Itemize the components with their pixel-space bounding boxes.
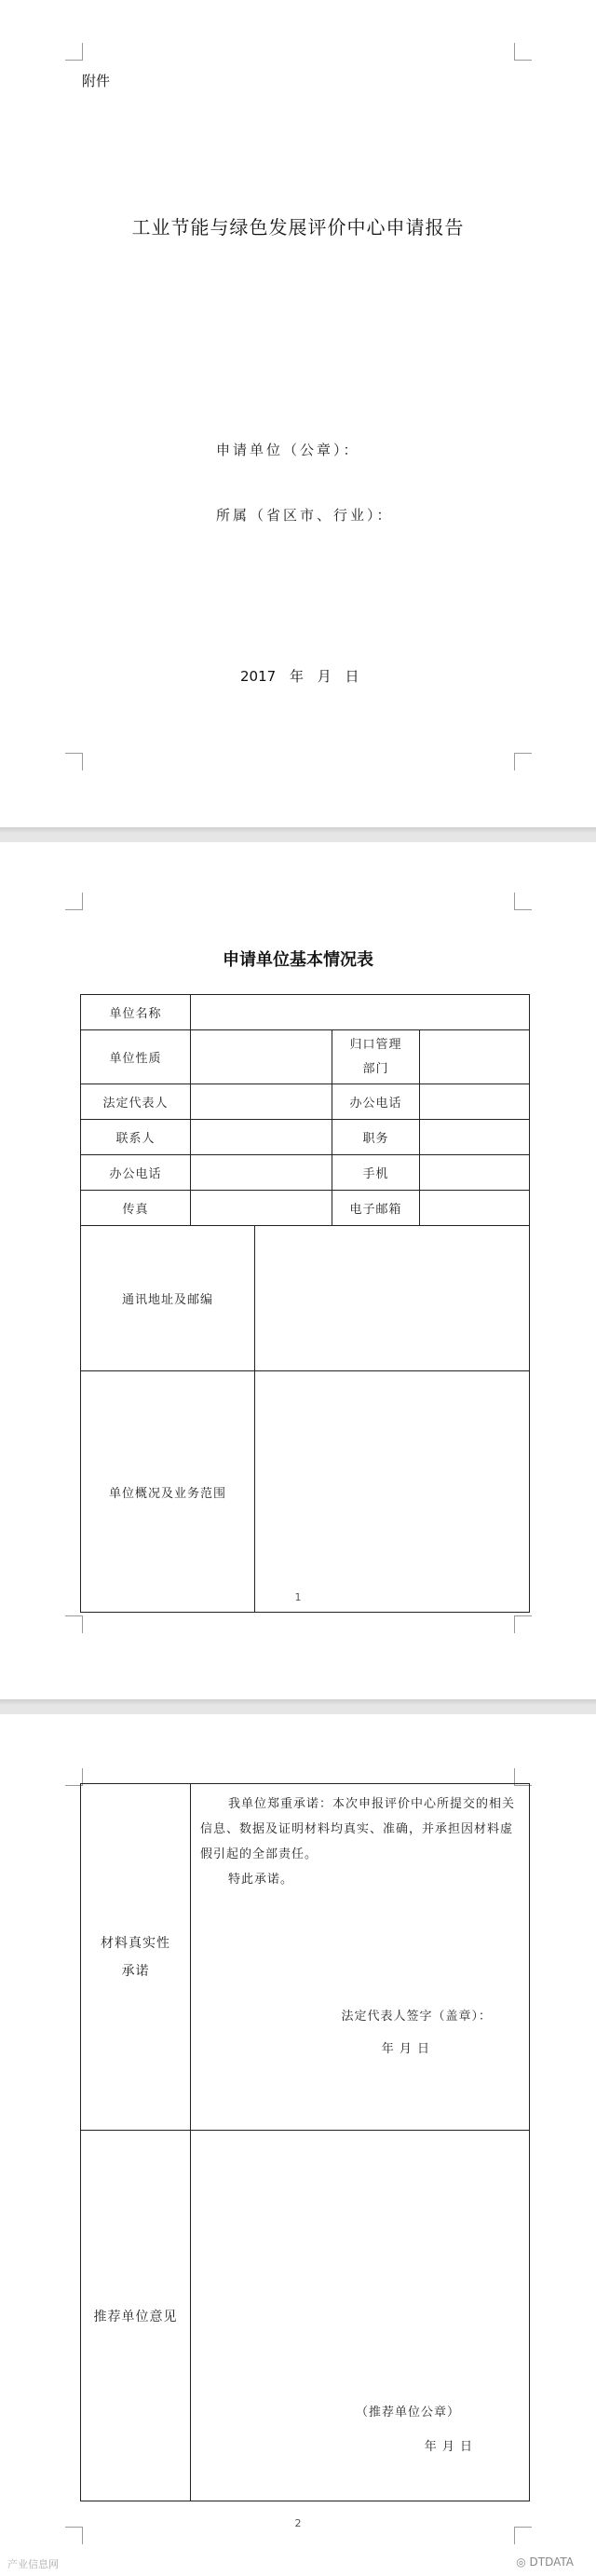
label-office-phone-2: 办公电话 xyxy=(81,1155,191,1191)
contact-cell[interactable] xyxy=(191,1120,332,1155)
position-cell[interactable] xyxy=(420,1120,530,1155)
recommend-date: 年 月 日 xyxy=(424,2440,473,2454)
unit-nature-cell[interactable] xyxy=(191,1030,332,1084)
address-cell[interactable] xyxy=(255,1226,332,1370)
info-table-title: 申请单位基本情况表 xyxy=(223,950,373,970)
crop-mark xyxy=(65,893,83,910)
commitment-cell xyxy=(191,1784,530,2131)
email-cell[interactable] xyxy=(420,1191,530,1226)
crop-mark xyxy=(65,43,83,61)
address-cell-ext[interactable] xyxy=(332,1226,530,1371)
legal-rep-cell[interactable] xyxy=(191,1084,332,1120)
brand-icon: ◎ xyxy=(516,2556,530,2569)
address-label-cell xyxy=(81,1226,332,1371)
label-address: 通讯地址及邮编 xyxy=(81,1226,255,1370)
crop-mark xyxy=(514,753,532,770)
label-recommend: 推荐单位意见 xyxy=(81,2131,191,2501)
recommend-seal: （推荐单位公章） xyxy=(355,2406,460,2419)
fax-cell[interactable] xyxy=(191,1191,332,1226)
attachment-label: 附件 xyxy=(82,73,111,89)
recommend-cell[interactable] xyxy=(191,2131,530,2501)
unit-name-cell[interactable] xyxy=(191,995,530,1030)
office-phone-cell[interactable] xyxy=(420,1084,530,1120)
crop-mark xyxy=(65,753,83,770)
page-number-1: 1 xyxy=(294,1591,302,1603)
applicant-field: 申请单位（公章）： xyxy=(216,442,360,458)
affiliation-field: 所属（省区市、行业）： xyxy=(216,507,394,524)
label-unit-nature: 单位性质 xyxy=(81,1030,191,1084)
label-overview: 单位概况及业务范围 xyxy=(81,1371,255,1612)
label-legal-rep: 法定代表人 xyxy=(81,1084,191,1120)
overview-cell[interactable] xyxy=(255,1371,332,1612)
office-phone-2-cell[interactable] xyxy=(191,1155,332,1191)
label-fax: 传真 xyxy=(81,1191,191,1226)
mobile-cell[interactable] xyxy=(420,1155,530,1191)
source-watermark: 产业信息网 xyxy=(7,2558,59,2570)
page-separator xyxy=(0,827,596,842)
commitment-text: 我单位郑重承诺：本次申报评价中心所提交的相关信息、数据及证明材料均真实、准确，并承担因材料虚假引起的全部责任。 xyxy=(200,1797,516,1861)
signature-date: 年 月 日 xyxy=(381,2042,430,2056)
crop-mark xyxy=(514,893,532,910)
page-separator xyxy=(0,1699,596,1714)
label-mobile: 手机 xyxy=(332,1155,420,1191)
label-department xyxy=(332,1030,420,1084)
brand-name: DTDATA xyxy=(529,2556,574,2569)
label-authenticity-line1: 材料真实性 xyxy=(101,1935,170,1951)
label-office-phone: 办公电话 xyxy=(332,1084,420,1120)
overview-cell-ext[interactable] xyxy=(332,1371,530,1613)
label-email: 电子邮箱 xyxy=(332,1191,420,1226)
report-date: 2017 年 月 日 xyxy=(240,668,359,685)
label-dept-line1: 归口管理 xyxy=(349,1037,402,1052)
crop-mark xyxy=(514,1615,532,1633)
signature-label: 法定代表人签字（盖章）： xyxy=(341,2010,492,2024)
basic-info-table xyxy=(80,994,530,1613)
page-1 xyxy=(0,0,596,827)
label-dept-line2: 部门 xyxy=(362,1061,389,1076)
department-cell[interactable] xyxy=(420,1030,530,1084)
label-authenticity xyxy=(81,1784,191,2131)
commitment-table xyxy=(80,1783,530,2501)
commitment-end: 特此承诺。 xyxy=(228,1873,294,1887)
overview-label-cell xyxy=(81,1371,332,1613)
crop-mark xyxy=(65,1615,83,1633)
crop-mark xyxy=(514,43,532,61)
label-authenticity-line2: 承诺 xyxy=(121,1963,150,1979)
brand-watermark xyxy=(516,2556,574,2569)
report-title: 工业节能与绿色发展评价中心申请报告 xyxy=(131,216,465,239)
label-position: 职务 xyxy=(332,1120,420,1155)
page-number-2: 2 xyxy=(294,2517,302,2529)
label-contact: 联系人 xyxy=(81,1120,191,1155)
label-unit-name: 单位名称 xyxy=(81,995,191,1030)
